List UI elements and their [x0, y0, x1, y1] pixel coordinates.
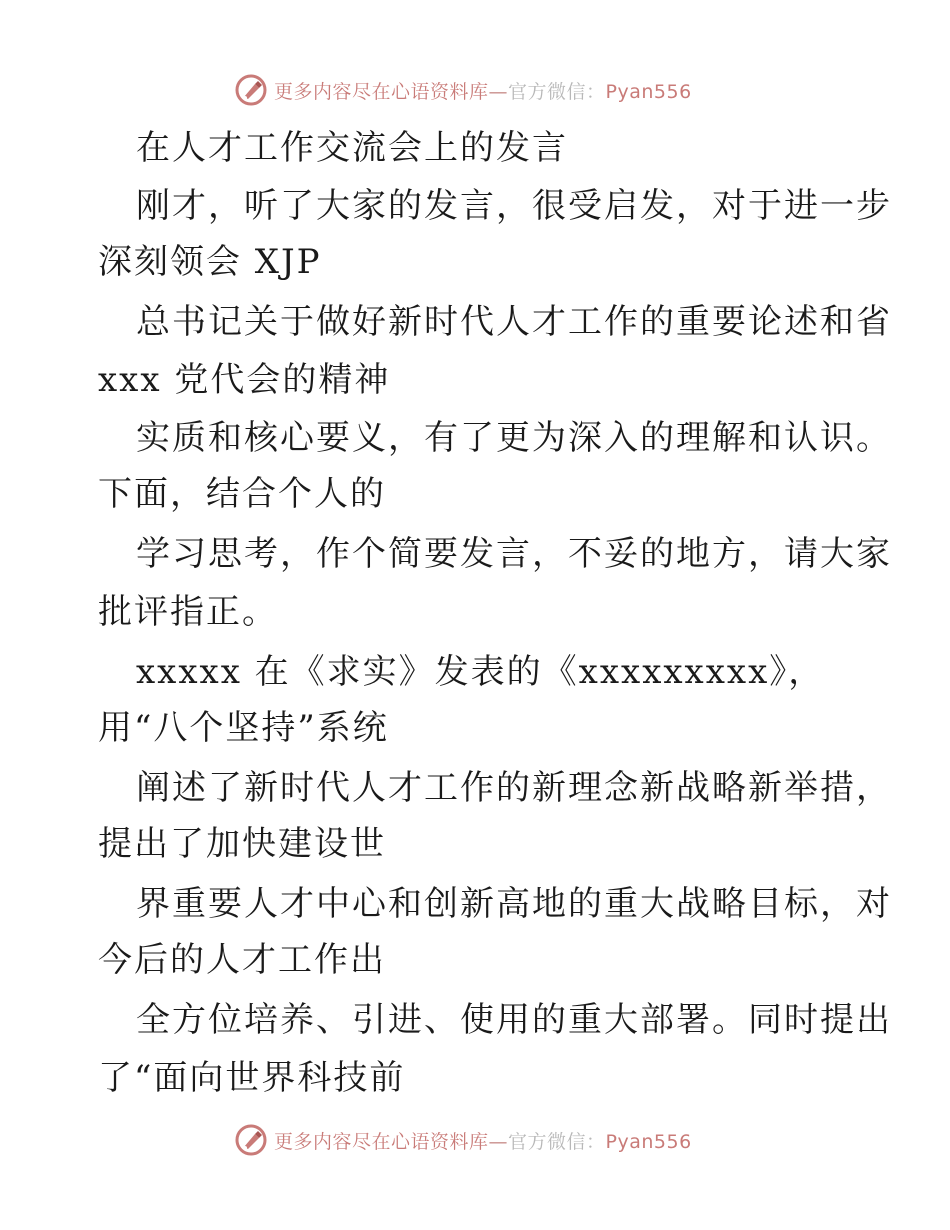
paragraph-line: 深刻领会 XJP — [98, 242, 322, 282]
watermark-brand: 更多内容尽在心语资料库 — [274, 1130, 489, 1153]
pen-nib-logo-icon — [234, 73, 268, 107]
paragraph-line: 了“面向世界科技前 — [98, 1058, 406, 1098]
paragraph-line: xxx 党代会的精神 — [98, 360, 391, 400]
watermark-separator: — — [488, 1130, 509, 1153]
paragraph-line: 全方位培养、引进、使用的重大部署。同时提出 — [136, 1000, 892, 1040]
paragraph-line: 界重要人才中心和创新高地的重大战略目标，对 — [136, 884, 892, 924]
paragraph-line: 实质和核心要义，有了更为深入的理解和认识。 — [136, 418, 892, 458]
watermark-separator: — — [488, 80, 509, 103]
watermark-wechat-id: Pyan556 — [605, 80, 692, 103]
paragraph-line: 学习思考，作个简要发言，不妥的地方，请大家 — [136, 534, 892, 574]
document-title: 在人才工作交流会上的发言 — [136, 128, 568, 168]
paragraph-line: 刚才，听了大家的发言，很受启发，对于进一步 — [136, 186, 892, 226]
pen-nib-logo-icon — [234, 1123, 268, 1157]
watermark-brand: 更多内容尽在心语资料库 — [274, 80, 489, 103]
watermark-wechat-label: 官方微信： — [508, 80, 606, 103]
watermark-footer — [234, 1122, 692, 1158]
watermark-header — [234, 72, 692, 108]
paragraph-line: xxxxx 在《求实》发表的《xxxxxxxxx》， — [136, 652, 825, 692]
paragraph-line: 阐述了新时代人才工作的新理念新战略新举措， — [136, 768, 892, 808]
watermark-text — [274, 77, 692, 104]
paragraph-line: 批评指正。 — [98, 592, 278, 632]
paragraph-line: 下面，结合个人的 — [98, 474, 386, 514]
paragraph-line: 提出了加快建设世 — [98, 824, 386, 864]
watermark-text — [274, 1127, 692, 1154]
watermark-wechat-label: 官方微信： — [508, 1130, 606, 1153]
watermark-wechat-id: Pyan556 — [605, 1130, 692, 1153]
paragraph-line: 今后的人才工作出 — [98, 940, 386, 980]
paragraph-line: 用“八个坚持”系统 — [98, 708, 389, 748]
paragraph-line: 总书记关于做好新时代人才工作的重要论述和省 — [136, 302, 892, 342]
